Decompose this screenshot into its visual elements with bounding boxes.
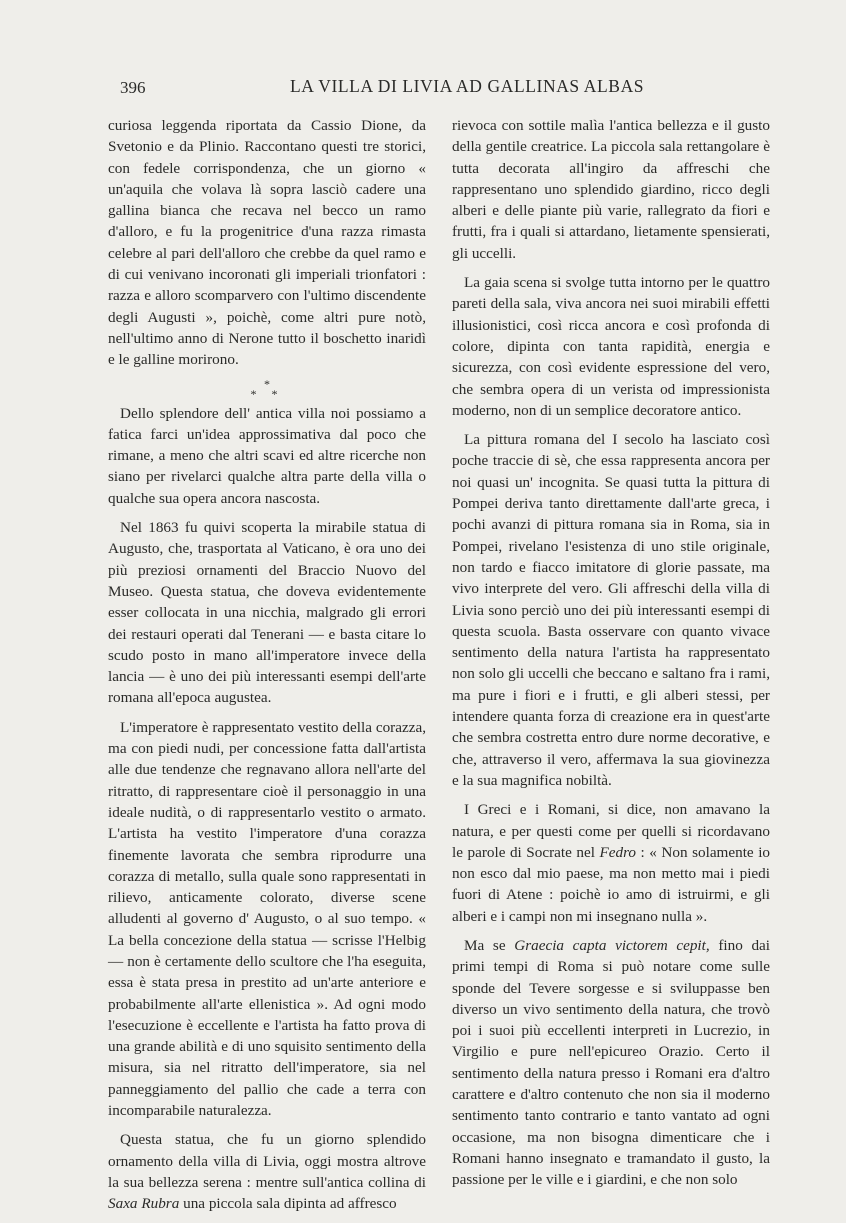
text-run: una piccola sala dipinta ad affresco [183, 1195, 397, 1213]
text-run: : « Non solamente io non esco dal mio paese, ma non metto mai i piedi fuori di Atene : poichè io amo di istruirmi, e gli alberi e i campi non mi insegnano nulla ». [452, 843, 771, 925]
text-run: I Greci e i Romani, si dice, non amavano la natura, e per questi come per quelli si ricordavano le parole di Socrate nel [452, 801, 770, 861]
text-run: Questa statua, che fu un giorno splendido ornamento della villa di Livia, oggi mostra altrove la sua bellezza serena : mentre sull'antica collina di [108, 1131, 426, 1191]
paragraph: Dello splendore dell' antica villa noi possiamo a fatica farci un'idea approssimativa dal poco che rimane, a meno che altri scavi ed altre ricerche non siano per rivelarci qualche altra parte della villa o qualche sua opera ancora nascosta. [108, 404, 426, 507]
page-number: 396 [120, 78, 146, 97]
running-title: LA VILLA DI LIVIA AD GALLINAS ALBAS [290, 76, 645, 96]
text-run: fino dai primi tempi di Roma si può notare come sulle sponde del Tevere sorgesse e si sviluppasse ben diverso un vivo sentimento della natura, che trovò poi i suoi più eccellenti interpreti in Lucrezio, in Virgilio e pure nell'epicureo Orazio. Certo il sentimento della natura presso i Romani era d'altro carattere e d'altro contenuto che non sia il moderno sentimento tanto contrario e tanto vantato ad ogni occasione, ma non bisogna dimenticare che i Romani hanno insegnato e tramandato il gusto, la passione per le ville e i giardini, e che non solo [452, 936, 771, 1189]
page-header [0, 76, 846, 102]
section-separator [108, 376, 426, 401]
separator-stars: * * [250, 386, 284, 401]
paragraph [108, 1129, 426, 1214]
paragraph: rievoca con sottile malìa l'antica bellezza e il gusto della gentile creatrice. La piccola sala rettangolare è tutta decorata all'ingiro da affreschi che rappresentano uno splendido giardino, ricco degli alberi e delle piante più varie, rallegrato da fiori e frutti, fra i quali si attardano, lietamente spensierati, gli uccelli. [452, 117, 770, 262]
text-run: Ma se [464, 936, 506, 954]
paragraph: L'imperatore è rappresentato vestito della corazza, ma con piedi nudi, per concessione fatta dall'artista alle due tendenze che regnavano allora nell'arte del ritratto, di rappresentare cioè il personaggio in una ideale nudità, o di rappresentarlo vestito o armato. L'artista ha vestito l'imperatore d'una corazza finemente lavorata che sembra riprodurre una corazza di metallo, sulla quale sono rappresentati in rilievo, anticamente colorato, diverse scene alludenti al governo d' Augusto, o al suo tempo. « La bella concezione della statua — scrisse l'Helbig — non è certamente dello scultore che l'ha eseguita, essa è stata presa in prestito ad un'arte anteriore e probabilmente all'arte ellenistica ». Ad ogni modo l'esecuzione è eccellente e l'artista ha fatto prova di una grande abilità e di uno squisito sentimento della misura, sia nel ritratto dell'imperatore, sia nel panneggiamento del pallio che cade a terra con incomparabile naturalezza. [108, 718, 426, 1120]
italic-quote: Graecia capta victorem cepit, [514, 936, 710, 954]
left-column [108, 115, 426, 1223]
paragraph: La gaia scena si svolge tutta intorno per le quattro pareti della sala, viva ancora nei suoi mirabili effetti illusionistici, così ricca ancora e così profonda di colore, dipinta con tanta rapidità, energia e sicurezza, con così evidente espressione del vero, che sembra opera di un verista od impressionista moderno, non di un semplice decoratore antico. [452, 274, 770, 419]
right-column [452, 115, 770, 1199]
paragraph: curiosa leggenda riportata da Cassio Dione, da Svetonio e da Plinio. Raccontano questi tre storici, con fedele corrispondenza, che un giorno « un'aquila che volava là sopra lasciò cadere una gallina bianca che recava nel becco un ramo d'alloro, e fu la progenitrice d'una razza rimasta celebre al pari dell'alloro che crebbe da quel ramo e di cui venivano incoronati gli imperiali trionfatori : razza e alloro scomparvero con l'ultimo discendente degli Augusti », poichè, come altri pure notò, nell'ultimo anno di Nerone tutto il boschetto inaridì e le galline morirono. [108, 117, 426, 369]
paragraph [452, 935, 770, 1191]
paragraph: Nel 1863 fu quivi scoperta la mirabile statua di Augusto, che, trasportata al Vaticano, è ora uno dei più preziosi ornamenti del Braccio Nuovo del Museo. Questa statua, che doveva evidentemente esser collocata in una nicchia, malgrado gli errori dei restauri operati dal Tenerani — e basta citare lo scudo posto in mano all'imperatore invece della lancia — è uno dei più interessanti esempi dell'arte romana all'epoca augustea. [108, 519, 426, 707]
paragraph [452, 799, 770, 927]
italic-place-name: Saxa Rubra [108, 1195, 180, 1213]
italic-title: Fedro [599, 843, 637, 861]
separator-star: * [264, 376, 270, 391]
paragraph: La pittura romana del I secolo ha lasciato così poche traccie di sè, che essa rappresenta ancora per noi quasi un' incognita. Se quasi tutta la pittura di Pompei deriva tanto direttamente dall'arte greca, i pochi avanzi di pittura romana sia in Roma, sia in Pompei, rivelano l'esistenza di uno stile originale, non tardo e fiacco imitatore di glorie passate, ma vivo interprete del vero. Gli affreschi della villa di Livia sono perciò uno dei più interessanti esempi di questa scuola. Basta osservare con quanto vivace sentimento della natura l'artista ha rappresentato non solo gli uccelli che beccano e saltano fra i rami, ma pure i fiori e i frutti, e gli alberi stessi, per intendere quanta forza di creazione era in quest'arte che sembra costretta entro dure norme decorative, e che, attraverso il vero, affermava la sua giovinezza e la sua magnifica nobiltà. [452, 431, 770, 789]
